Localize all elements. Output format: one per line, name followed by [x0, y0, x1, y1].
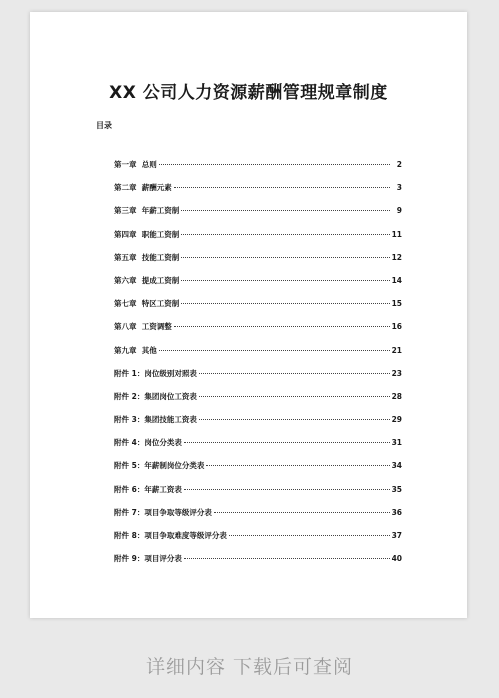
- toc-page-number: 2: [396, 160, 402, 169]
- toc-entry[interactable]: [114, 298, 402, 321]
- toc-entry[interactable]: [114, 275, 402, 298]
- toc-chapter-label: 附件 1：: [114, 368, 145, 378]
- toc-entry[interactable]: [114, 484, 402, 507]
- toc-entry-title: 岗位分类表: [144, 438, 182, 448]
- toc-chapter-label: 附件 9：: [114, 554, 145, 564]
- toc-chapter-label: 附件 8：: [114, 531, 145, 540]
- toc-entry[interactable]: [114, 345, 402, 368]
- toc-page-number: 3: [396, 183, 402, 193]
- toc-dot-leader: [174, 187, 390, 188]
- toc-page-number: 29: [391, 415, 402, 425]
- toc-page-number: 16: [391, 322, 402, 332]
- toc-page-number: 37: [391, 531, 402, 540]
- toc-entry-title: 工资调整: [141, 322, 172, 332]
- toc-entry-title: 年薪工资制: [141, 206, 180, 216]
- toc-entry-title: 集团岗位工资表: [144, 391, 197, 401]
- toc-dot-leader: [181, 257, 389, 258]
- toc-page-number: 34: [391, 461, 402, 471]
- toc-entry-title: 职能工资制: [141, 229, 180, 239]
- toc-entry-title: 特区工资制: [141, 299, 180, 309]
- toc-entry-title: 项目争取难度等级评分表: [144, 531, 227, 540]
- toc-chapter-label: 附件 7：: [114, 507, 145, 517]
- toc-page-number: 35: [391, 484, 402, 494]
- toc-entry[interactable]: [114, 530, 402, 553]
- toc-chapter-label: 附件 6：: [114, 484, 145, 494]
- toc-dot-leader: [199, 396, 390, 397]
- toc-entry-title: 总则: [141, 160, 157, 169]
- document-page: [30, 12, 467, 618]
- toc-dot-leader: [184, 489, 390, 490]
- toc-page-number: 28: [391, 391, 402, 401]
- toc-page-number: 12: [391, 252, 402, 262]
- toc-entry[interactable]: [114, 368, 402, 391]
- toc-chapter-label: 附件 5：: [114, 461, 145, 471]
- toc-dot-leader: [174, 326, 390, 327]
- toc-entry-title: 薪酬元素: [141, 183, 172, 193]
- toc-entry-title: 年薪工资表: [144, 484, 182, 494]
- toc-chapter-label: 第三章: [114, 206, 142, 216]
- toc-heading: 目录: [96, 121, 112, 130]
- toc-entry[interactable]: [114, 252, 402, 275]
- toc-dot-leader: [199, 373, 390, 374]
- toc-page-number: 15: [391, 299, 402, 309]
- toc-chapter-label: 附件 2：: [114, 391, 145, 401]
- toc-chapter-label: 第九章: [114, 345, 142, 355]
- toc-dot-leader: [181, 234, 389, 235]
- toc-dot-leader: [229, 535, 390, 536]
- toc-entry-title: 岗位级别对照表: [144, 368, 197, 378]
- toc-entry[interactable]: [114, 507, 402, 530]
- toc-dot-leader: [184, 558, 390, 559]
- toc-dot-leader: [184, 442, 390, 443]
- toc-page-number: 31: [391, 438, 402, 448]
- footer-caption: 详细内容 下载后可查阅: [145, 656, 354, 678]
- toc-entry[interactable]: [114, 391, 402, 414]
- toc-dot-leader: [206, 465, 389, 466]
- toc-chapter-label: 第二章: [114, 183, 142, 193]
- toc-chapter-label: 第四章: [114, 229, 142, 239]
- toc-chapter-label: 第六章: [114, 275, 142, 285]
- toc-chapter-label: 第一章: [114, 160, 142, 169]
- toc-page-number: 21: [391, 345, 402, 355]
- toc-entry-title: 集团技能工资表: [144, 415, 197, 425]
- toc-entry-title: 提成工资制: [141, 275, 180, 285]
- toc-page-number: 40: [391, 554, 402, 564]
- toc-entry[interactable]: [114, 182, 402, 205]
- toc-entry[interactable]: [114, 414, 402, 437]
- toc-chapter-label: 附件 4：: [114, 438, 145, 448]
- toc-entry[interactable]: [114, 229, 402, 252]
- toc-entry[interactable]: [114, 205, 402, 228]
- toc-entry-title: 项目评分表: [144, 554, 182, 564]
- toc-entry-title: 技能工资制: [141, 252, 180, 262]
- toc-entry[interactable]: [114, 159, 402, 182]
- toc-dot-leader: [159, 350, 390, 351]
- toc-dot-leader: [181, 210, 390, 211]
- toc-chapter-label: 第七章: [114, 299, 142, 309]
- toc-page-number: 14: [391, 275, 402, 285]
- toc-entry[interactable]: [114, 321, 402, 344]
- toc-dot-leader: [199, 419, 390, 420]
- toc-entry[interactable]: [114, 460, 402, 483]
- toc-dot-leader: [214, 512, 390, 513]
- toc-chapter-label: 第八章: [114, 322, 142, 332]
- toc-dot-leader: [181, 303, 389, 304]
- toc-chapter-label: 第五章: [114, 252, 142, 262]
- table-of-contents: [114, 159, 402, 576]
- toc-entry[interactable]: [114, 553, 402, 576]
- toc-page-number: 36: [391, 507, 402, 517]
- toc-page-number: 11: [391, 229, 402, 239]
- toc-entry[interactable]: [114, 437, 402, 460]
- toc-page-number: 23: [391, 368, 402, 378]
- document-title: XX 公司人力资源薪酬管理规章制度: [109, 83, 388, 103]
- toc-dot-leader: [159, 164, 390, 165]
- toc-entry-title: 项目争取等级评分表: [144, 507, 212, 517]
- toc-entry-title: 年薪制岗位分类表: [144, 461, 205, 471]
- toc-dot-leader: [181, 280, 389, 281]
- toc-page-number: 9: [396, 206, 402, 216]
- toc-chapter-label: 附件 3：: [114, 415, 145, 425]
- toc-entry-title: 其他: [141, 345, 157, 355]
